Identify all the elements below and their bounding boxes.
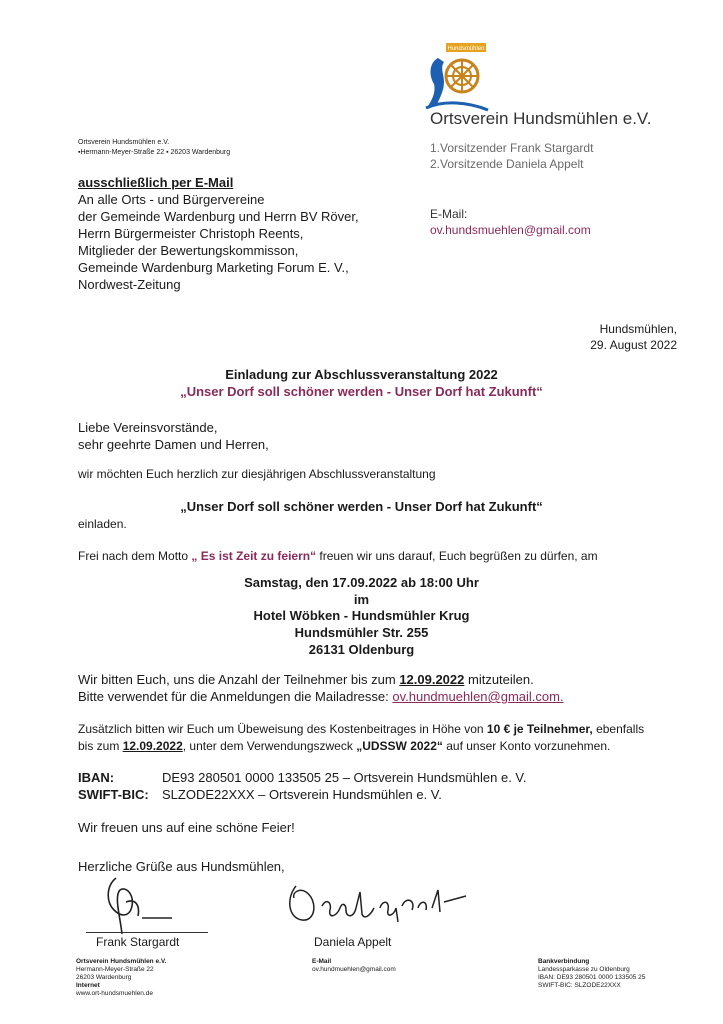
motto-post: freuen wir uns darauf, Euch begrüßen zu dürfen, am <box>316 549 598 563</box>
payment-line1 <box>78 721 644 737</box>
sender-line2: ▪Hermann-Meyer-Straße 22 ▪ 26203 Wardenburg <box>78 149 231 156</box>
registration-deadline: 12.09.2022 <box>399 672 465 687</box>
pay1-pre: Zusätzlich bitten wir Euch um Übeweisung des Kostenbeitrages in Höhe von <box>78 722 487 736</box>
logo-text: Hundsmühlen <box>447 46 485 52</box>
pay2-post: auf unser Konto vorzunehmen. <box>442 739 611 753</box>
reg1-pre: Wir bitten Euch, uns die Anzahl der Teilnehmer bis zum <box>78 672 400 687</box>
mill-wheel-icon <box>446 60 478 92</box>
chair1: 1.Vorsitzender Frank Stargardt <box>430 141 594 155</box>
registration-email[interactable]: ov.hundmuehlen@gmail.com. <box>392 689 564 704</box>
footer-email <box>312 958 396 974</box>
date-place: Hundsmühlen, <box>599 322 677 336</box>
footer-org: Ortsverein Hundsmühlen e.V. <box>76 958 167 965</box>
recipient-line: Mitglieder der Bewertungskommisson, <box>78 243 299 258</box>
footer-internet-label: Internet <box>76 982 100 989</box>
event-title: „Unser Dorf soll schöner werden - Unser Dorf hat Zukunft“ <box>180 499 543 514</box>
recipient-line: der Gemeinde Wardenburg und Herrn BV Röver, <box>78 209 359 224</box>
letter-date: 29. August 2022 <box>590 338 677 352</box>
signature-frank <box>96 872 186 938</box>
reg1-post: mitzuteilen. <box>464 672 534 687</box>
footer-bank-name: Landessparkasse zu Oldenburg <box>538 966 630 973</box>
subject-line1: Einladung zur Abschlussveranstaltung 2022 <box>225 367 498 382</box>
footer-bank-label: Bankverbindung <box>538 958 590 965</box>
dog-figure-icon <box>428 58 444 106</box>
subject-line2: „Unser Dorf soll schöner werden - Unser Dorf hat Zukunft“ <box>180 384 543 399</box>
iban-label: IBAN: <box>78 770 115 785</box>
recipient-line: Gemeinde Wardenburg Marketing Forum E. V., <box>78 260 349 275</box>
email-label: E-Mail: <box>430 207 468 221</box>
registration-line2 <box>78 688 564 705</box>
footer-website[interactable]: www.ort-hundsmuehlen.de <box>76 990 153 997</box>
regards-text: Herzliche Grüße aus Hundsmühlen, <box>78 859 285 874</box>
swift-value: SLZODE22XXX – Ortsverein Hundsmühlen e. V. <box>162 787 442 802</box>
event-city: 26131 Oldenburg <box>308 642 415 657</box>
chair2: 2.Vorsitzende Daniela Appelt <box>430 157 584 171</box>
greeting-line2: sehr geehrte Damen und Herren, <box>78 437 269 452</box>
delivery-note: ausschließlich per E-Mail <box>78 175 234 190</box>
recipient-line: An alle Orts - und Bürgervereine <box>78 192 265 207</box>
iban-value: DE93 280501 0000 133505 25 – Ortsverein Hundsmühlen e. V. <box>162 770 527 785</box>
signer-left-name: Frank Stargardt <box>96 935 180 949</box>
payment-deadline: 12.09.2022 <box>122 739 183 753</box>
pay2-mid: , unter dem Verwendungszweck <box>182 739 357 753</box>
footer-email-address[interactable]: ov.hundmuehlen@gmail.com <box>312 966 396 973</box>
event-date: Samstag, den 17.09.2022 ab 18:00 Uhr <box>244 575 479 590</box>
signer-right-name: Daniela Appelt <box>314 935 392 949</box>
header-email[interactable]: ov.hundsmuehlen@gmail.com <box>430 223 591 237</box>
greeting-line1: Liebe Vereinsvorstände, <box>78 420 218 435</box>
event-venue: Hotel Wöbken - Hundsmühler Krug <box>253 608 470 623</box>
closing-text: Wir freuen uns auf eine schöne Feier! <box>78 820 295 835</box>
footer-city: 26203 Wardenburg <box>76 974 132 981</box>
registration-line1 <box>78 671 534 688</box>
pay2-pre: bis zum <box>78 739 123 753</box>
motto-line <box>78 548 598 564</box>
footer-email-label: E-Mail <box>312 958 332 965</box>
recipient-line: Nordwest-Zeitung <box>78 277 181 292</box>
sender-line1: Ortsverein Hundsmühlen e.V. <box>78 139 170 146</box>
signature-line-left <box>86 932 208 933</box>
recipient-line: Herrn Bürgermeister Christoph Reents, <box>78 226 304 241</box>
intro-text: wir möchten Euch herzlich zur diesjährigen Abschlussveranstaltung <box>78 467 436 481</box>
swift-label: SWIFT-BIC: <box>78 787 149 802</box>
pay1-post: ebenfalls <box>592 722 645 736</box>
event-street: Hundsmühler Str. 255 <box>294 625 429 640</box>
motto: „ Es ist Zeit zu feiern“ <box>191 549 317 563</box>
invite-text: einladen. <box>78 517 127 531</box>
footer-iban: IBAN: DE93 280501 0000 133505 25 <box>538 974 646 981</box>
reg2-pre: Bitte verwendet für die Anmeldungen die Mailadresse: <box>78 689 393 704</box>
footer-street: Hermann-Meyer-Straße 22 <box>76 966 154 973</box>
payment-line2 <box>78 738 610 754</box>
footer-bank <box>538 958 645 990</box>
motto-pre: Frei nach dem Motto <box>78 549 192 563</box>
footer-swift: SWIFT-BIC: SLZODE22XXX <box>538 982 621 989</box>
signature-daniela <box>282 878 474 932</box>
fee-amount: 10 € je Teilnehmer, <box>486 722 593 736</box>
club-logo <box>424 40 490 112</box>
footer-address <box>76 958 166 998</box>
org-name: Ortsverein Hundsmühlen e.V. <box>430 109 652 128</box>
event-im: im <box>353 592 370 607</box>
payment-reference: „UDSSW 2022“ <box>356 739 443 753</box>
